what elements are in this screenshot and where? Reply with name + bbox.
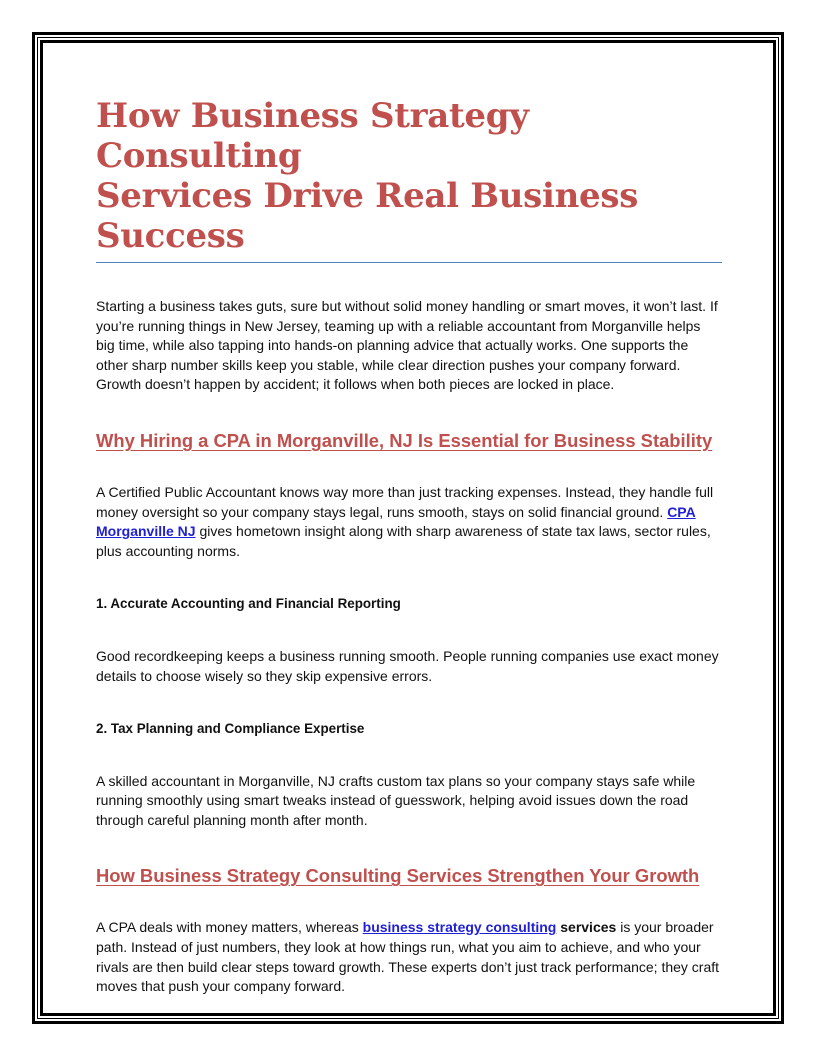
subheading-accurate-accounting: 1. Accurate Accounting and Financial Reporting: [96, 596, 401, 612]
page-title-line-2: Services Drive Real Business Success: [96, 176, 639, 256]
intro-paragraph: Starting a business takes guts, sure but without solid money handling or smart moves, it won’t last. If you’re running things in New Jersey, teaming up with a reliable accountant from Morganville helps big time, while also tapping into hands-on planning advice that actually works. One supports the other sharp number skills keep you stable, while clear direction pushes your company forward. Growth doesn’t happen by accident; it follows when both pieces are locked in place.: [96, 298, 718, 393]
cpa-paragraph: [96, 483, 722, 561]
page-title-line-1: How Business Strategy Consulting: [96, 96, 529, 176]
section-heading-cpa: Why Hiring a CPA in Morganville, NJ Is Essential for Business Stability: [96, 429, 713, 451]
accurate-accounting-paragraph: Good recordkeeping keeps a business running smooth. People running companies use exact money details to choose wisely so they skip expensive errors.: [96, 648, 719, 684]
strategy-paragraph-text-end: is your broader path. Instead of just numbers, they look at how things run, what you aim to achieve, and who your rivals are then build clear steps toward growth. These experts don’t just track performance; they craft moves that push your company forward.: [96, 919, 720, 995]
strategy-paragraph-text-start: A CPA deals with money matters, whereas: [96, 919, 363, 936]
page-title: [96, 96, 722, 256]
tax-planning-paragraph: A skilled accountant in Morganville, NJ crafts custom tax plans so your company stays safe while running smoothly using smart tweaks instead of guesswork, helping avoid issues down the road through careful planning month after month.: [96, 772, 696, 828]
cpa-morganville-link[interactable]: CPA Morganville NJ: [96, 503, 696, 540]
document-body: [96, 96, 722, 997]
business-strategy-consulting-link[interactable]: business strategy consulting: [362, 919, 557, 936]
cpa-paragraph-text-end: gives hometown insight along with sharp awareness of state tax laws, sector rules, plus accounting norms.: [96, 523, 711, 559]
section-heading-strategy: How Business Strategy Consulting Services Strengthen Your Growth: [96, 865, 700, 887]
cpa-paragraph-text-start: A Certified Public Accountant knows way more than just tracking expenses. Instead, they handle full money oversight so your company stays legal, runs smooth, stays on solid financial ground.: [96, 483, 714, 520]
title-underline-rule: [96, 262, 722, 263]
services-bold-word: services: [556, 919, 617, 936]
subheading-tax-planning: 2. Tax Planning and Compliance Expertise: [96, 720, 365, 736]
strategy-paragraph: [96, 918, 722, 996]
